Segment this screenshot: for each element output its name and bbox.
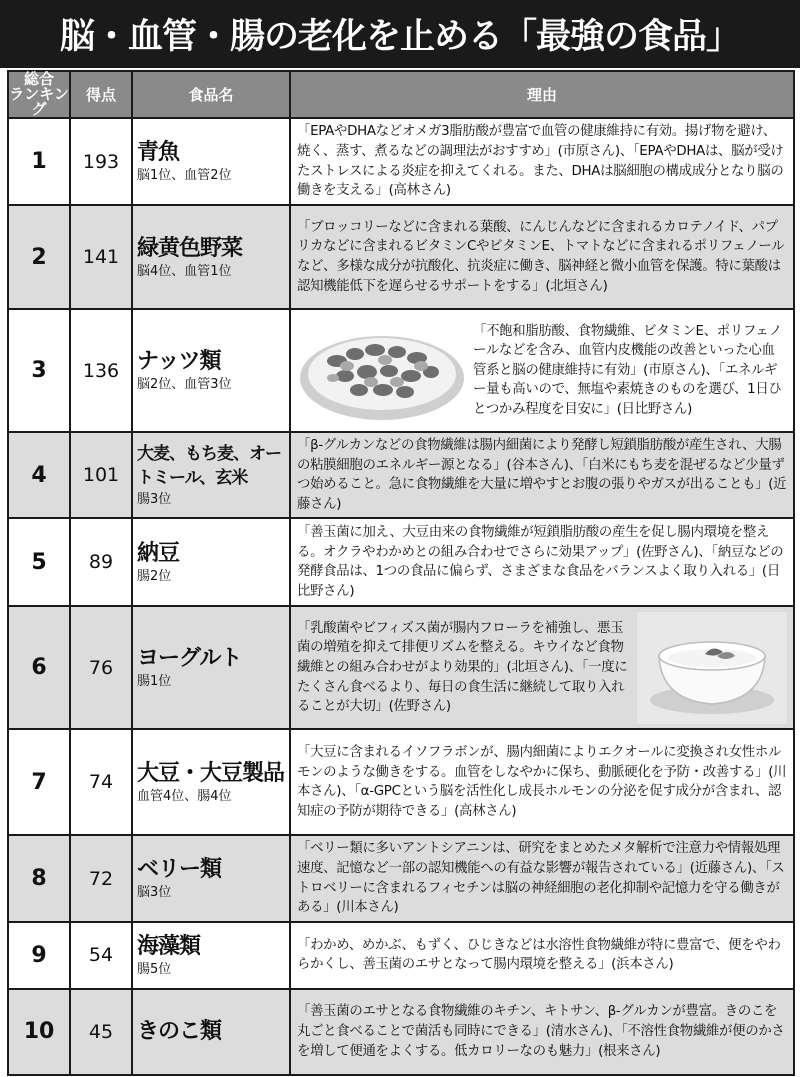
header-score: 得点 xyxy=(70,71,132,118)
food-ranking-note: 血管4位、腸4位 xyxy=(137,788,232,804)
reason-cell xyxy=(290,922,794,989)
food-cell xyxy=(132,835,290,921)
rank-number: 4 xyxy=(8,432,70,518)
food-cell xyxy=(132,606,290,729)
food-ranking-note: 腸3位 xyxy=(137,492,172,508)
food-cell xyxy=(132,989,290,1075)
food-ranking-note: 脳4位、血管1位 xyxy=(137,263,232,279)
score-value: 54 xyxy=(70,922,132,989)
table-row xyxy=(8,432,794,518)
food-ranking-note: 脳1位、血管2位 xyxy=(137,168,232,183)
reason-text: 「β-グルカンなどの食物繊維は腸内細菌により発酵し短鎖脂肪酸が産生され、大腸の粘膜細胞のエネルギー源となる」(谷本さん)、「白米にもち麦を混ぜるなど少量ずつ始めること。急に食物繊維を大量に増やすとお腹の張りやガスが出ることも」(近藤さん) xyxy=(297,438,787,512)
food-ranking-note: 腸5位 xyxy=(137,961,172,977)
score-value: 76 xyxy=(70,606,132,729)
food-cell xyxy=(132,729,290,835)
table-row xyxy=(8,309,794,432)
header-rank-line1: 総合 xyxy=(23,70,54,88)
ranking-table xyxy=(7,70,795,1076)
rank-number: 8 xyxy=(8,835,70,921)
page-title: 脳・血管・腸の老化を止める「最強の食品」 xyxy=(59,17,740,57)
food-name: 海藻類 xyxy=(137,933,201,959)
table-row xyxy=(8,118,794,205)
rank-number: 9 xyxy=(8,922,70,989)
food-cell xyxy=(132,922,290,989)
title-banner xyxy=(0,0,800,68)
table-row xyxy=(8,729,794,835)
reason-cell xyxy=(290,729,794,835)
reason-text: 「大豆に含まれるイソフラボンが、腸内細菌によりエクオールに変換され女性ホルモンのような働きをする。血管をしなやかに保ち、動脈硬化を予防・改善する」(川本さん)、「α-GPCという脳を活性化し成長ホルモンの分泌を促す成分が含まれ、認知症の予防が期待できる」(高林さん) xyxy=(297,745,787,819)
rank-number: 2 xyxy=(8,205,70,309)
reason-cell xyxy=(290,309,794,432)
food-name: ナッツ類 xyxy=(137,349,221,374)
table-header-row xyxy=(8,71,794,118)
reason-cell xyxy=(290,518,794,606)
food-cell xyxy=(132,309,290,432)
reason-text: 「善玉菌のエサとなる食物繊維のキチン、キトサン、β-グルカンが豊富。きのこを丸ごと食べることで菌活も同時にできる」(清水さん)、「不溶性食物繊維が便のかさを増して便通をよくする。低カロリーなのも魅力」(根来さん) xyxy=(297,1004,785,1059)
table-row xyxy=(8,835,794,921)
food-ranking-note: 脳2位、血管3位 xyxy=(137,377,232,392)
rank-number: 1 xyxy=(8,118,70,205)
table-row xyxy=(8,606,794,729)
rank-number: 10 xyxy=(8,989,70,1075)
reason-cell xyxy=(290,118,794,205)
score-value: 193 xyxy=(70,118,132,205)
score-value: 101 xyxy=(70,432,132,518)
food-name: 納豆 xyxy=(137,540,180,566)
food-name: 大豆・大豆製品 xyxy=(137,760,285,786)
food-ranking-note: 腸1位 xyxy=(137,674,172,690)
reason-cell xyxy=(290,205,794,309)
header-rank-line2: ランキング xyxy=(9,85,69,118)
reason-text: 「EPAやDHAなどオメガ3脂肪酸が豊富で血管の健康維持に有効。揚げ物を避け、焼く、蒸す、煮るなどの調理法がおすすめ」(市原さん)、「EPAやDHAは、脳が受けたストレスによる炎症を抑えてくれる。また、DHAは脳細胞の構成成分となり脳の働きを支える」(高林さん) xyxy=(297,124,784,199)
food-name: きのこ類 xyxy=(137,1019,222,1045)
rank-number: 5 xyxy=(8,518,70,606)
food-cell xyxy=(132,118,290,205)
reason-cell xyxy=(290,989,794,1075)
score-value: 89 xyxy=(70,518,132,606)
header-food: 食品名 xyxy=(132,71,290,118)
food-cell xyxy=(132,432,290,518)
rank-number: 6 xyxy=(8,606,70,729)
reason-text: 「善玉菌に加え、大豆由来の食物繊維が短鎖脂肪酸の産生を促し腸内環境を整える。オクラやわかめとの組み合わせでさらに効果アップ」(佐野さん)、「納豆などの発酵食品は、1つの食品に偏らず、さまざまな食品をバランスよく取り入れる」(日比野さん) xyxy=(297,525,784,599)
food-ranking-note: 脳3位 xyxy=(137,885,172,901)
score-value: 72 xyxy=(70,835,132,921)
score-value: 45 xyxy=(70,989,132,1075)
rank-number: 3 xyxy=(8,309,70,432)
reason-cell xyxy=(290,835,794,921)
food-name: 青魚 xyxy=(137,140,180,165)
reason-text: 「ブロッコリーなどに含まれる葉酸、にんじんなどに含まれるカロテノイド、パプリカなどに含まれるビタミンCやビタミンE、トマトなどに含まれるポリフェノールなど、多様な成分が抗酸化、抗炎症に働き、脳神経と微小血管を保護。特に葉酸は認知機能低下を遅らせるサポートをする」(北垣さん) xyxy=(297,219,785,294)
table-row xyxy=(8,989,794,1075)
food-name: ベリー類 xyxy=(137,857,222,883)
score-value: 74 xyxy=(70,729,132,835)
food-cell xyxy=(132,518,290,606)
food-name: ヨーグルト xyxy=(137,646,242,672)
food-name: 緑黄色野菜 xyxy=(137,235,243,261)
reason-cell xyxy=(290,432,794,518)
score-value: 136 xyxy=(70,309,132,432)
food-name: 大麦、もち麦、オートミール、玄米 xyxy=(137,444,281,489)
nuts-photo xyxy=(297,316,467,426)
header-rank xyxy=(8,71,70,118)
reason-text: 「わかめ、めかぶ、もずく、ひじきなどは水溶性食物繊維が特に豊富で、便をやわらかくし、善玉菌のエサとなって腸内環境を整える」(浜本さん) xyxy=(297,937,781,973)
table-row xyxy=(8,922,794,989)
reason-text: 「乳酸菌やビフィズス菌が腸内フローラを補強し、悪玉菌の増殖を抑えて排便リズムを整える。キウイなど食物繊維との組み合わせがより効果的」(北垣さん)、「一度にたくさん食べるより、毎日の食生活に継続して取り入れることが大切」(佐野さん) xyxy=(297,620,628,715)
table-row xyxy=(8,518,794,606)
reason-text: 「不飽和脂肪酸、食物繊維、ビタミンE、ポリフェノールなどを含み、血管内皮機能の改善といった心血管系と脳の健康維持に有効」(市原さん)、「エネルギー量も高いので、無塩や素焼きのものを選び、1日ひとつかみ程度を目安に」(日比野さん) xyxy=(473,323,782,417)
header-reason: 理由 xyxy=(290,71,794,118)
reason-cell xyxy=(290,606,794,729)
food-cell xyxy=(132,205,290,309)
yogurt-photo xyxy=(637,612,787,724)
food-ranking-note: 腸2位 xyxy=(137,568,172,584)
reason-text: 「ベリー類に多いアントシアニンは、研究をまとめたメタ解析で注意力や情報処理速度、記憶など一部の認知機能への有益な影響が報告されている」(近藤さん)、「ストロベリーに含まれるフィセチンは脳の神経細胞の老化抑制や記憶力を守る働きがある」(川本さん) xyxy=(297,841,785,916)
table-row xyxy=(8,205,794,309)
score-value: 141 xyxy=(70,205,132,309)
rank-number: 7 xyxy=(8,729,70,835)
